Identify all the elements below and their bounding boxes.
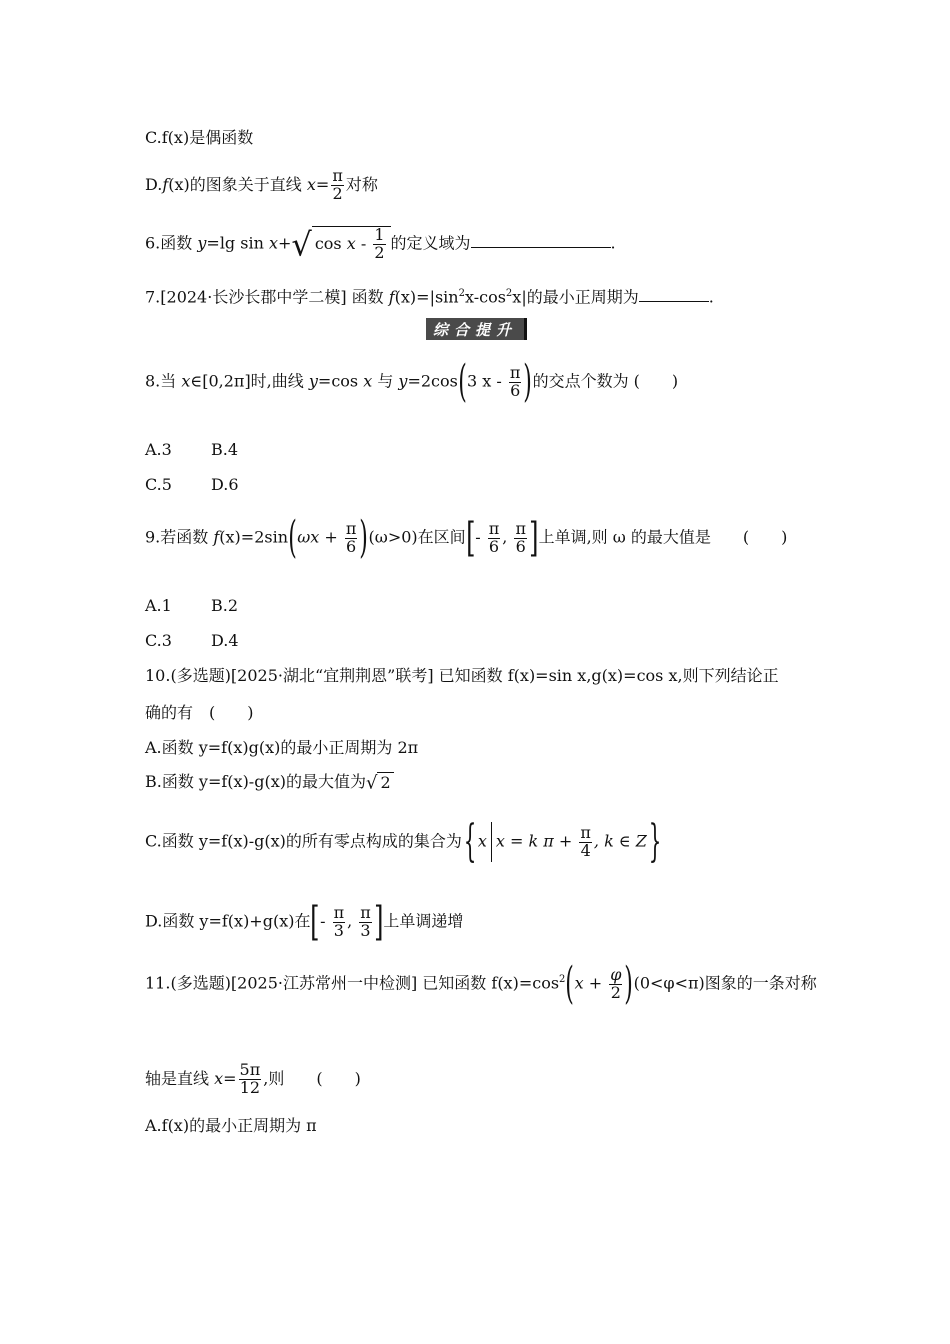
fraction: $\frac{\pi}{2}$	[332, 166, 343, 203]
question-8: 8.当 x∈[0,2π]时,曲线 y=cos x 与 y=2cos(3 x - $\frac{\pi}{6}$ )的交点个数为 ( )	[145, 356, 679, 407]
question-7: 7.[2024·长沙长郡中学二模] 函数 $f(x)=|\sin^2x-\cos^2x|$的最小正周期为 .	[145, 287, 714, 307]
option-c[interactable]: C.3	[145, 631, 172, 650]
section-banner: 综合提升	[426, 318, 527, 340]
question-6: 6.函数 y=lg sin x+√ cos x - $\frac{1}{2}$ 的定义域为 .	[145, 225, 616, 264]
options-q8-cd	[145, 475, 277, 495]
option-b[interactable]: B.2	[211, 596, 239, 615]
option-d-q10[interactable]: D.函数 y=f(x)+g(x)在[- $\frac{\pi}{3}$ , $\frac{\pi}{3}$ ]上单调递增	[145, 899, 464, 945]
question-9: 9.若函数 f(x)=2sin(ωx + $\frac{\pi}{6}$ )(ω>0)在区间[- $\frac{\pi}{6}$ , $\frac{\pi}{6}$ ]上单调,则 ω 的最大值是 ( )	[145, 512, 788, 563]
option-c-q10[interactable]: C.函数 y=f(x)-g(x)的所有零点构成的集合为{ x x = k π + $\frac{\pi}{4}$ , k ∈ Z}	[145, 816, 662, 867]
answer-blank[interactable]	[639, 287, 709, 302]
question-11-line1: 11.(多选题)[2025·江苏常州一中检测] 已知函数 $f(x)=\cos^2(x$ + $\frac{\varphi}{2}$ )(0<φ<π)图象的一条对称	[145, 958, 817, 1009]
option-c-q5: C.f(x)是偶函数	[145, 128, 254, 147]
option-d[interactable]: D.6	[211, 475, 239, 494]
option-d-q5: D.f(x)的图象关于直线 x= $\frac{\pi}{2}$ 对称	[145, 166, 378, 203]
options-q9-cd	[145, 631, 277, 651]
option-b-q10[interactable]: B.函数 y=f(x)-g(x)的最大值为√ 2	[145, 772, 394, 793]
option-a-q10[interactable]: A.函数 y=f(x)g(x)的最小正周期为 2π	[145, 738, 419, 757]
question-10-line1: 10.(多选题)[2025·湖北“宜荆荆恩”联考] 已知函数 f(x)=sin x,g(x)=cos x,则下列结论正	[145, 666, 779, 685]
option-b[interactable]: B.4	[211, 440, 239, 459]
options-q9-ab	[145, 596, 277, 616]
options-q8-ab	[145, 440, 277, 460]
option-d[interactable]: D.4	[211, 631, 239, 650]
option-c[interactable]: C.5	[145, 475, 172, 494]
option-a[interactable]: A.1	[145, 596, 172, 615]
question-10-line2: 确的有 ( )	[145, 703, 254, 722]
option-a[interactable]: A.3	[145, 440, 172, 459]
question-11-line2: 轴是直线 x= $\frac{5\pi}{12}$ ,则 ( )	[145, 1060, 361, 1097]
sqrt-expression: √ cos x - $\frac{1}{2}$	[291, 226, 390, 262]
answer-blank[interactable]	[471, 233, 611, 248]
option-a-q11[interactable]: A.f(x)的最小正周期为 π	[145, 1116, 317, 1135]
